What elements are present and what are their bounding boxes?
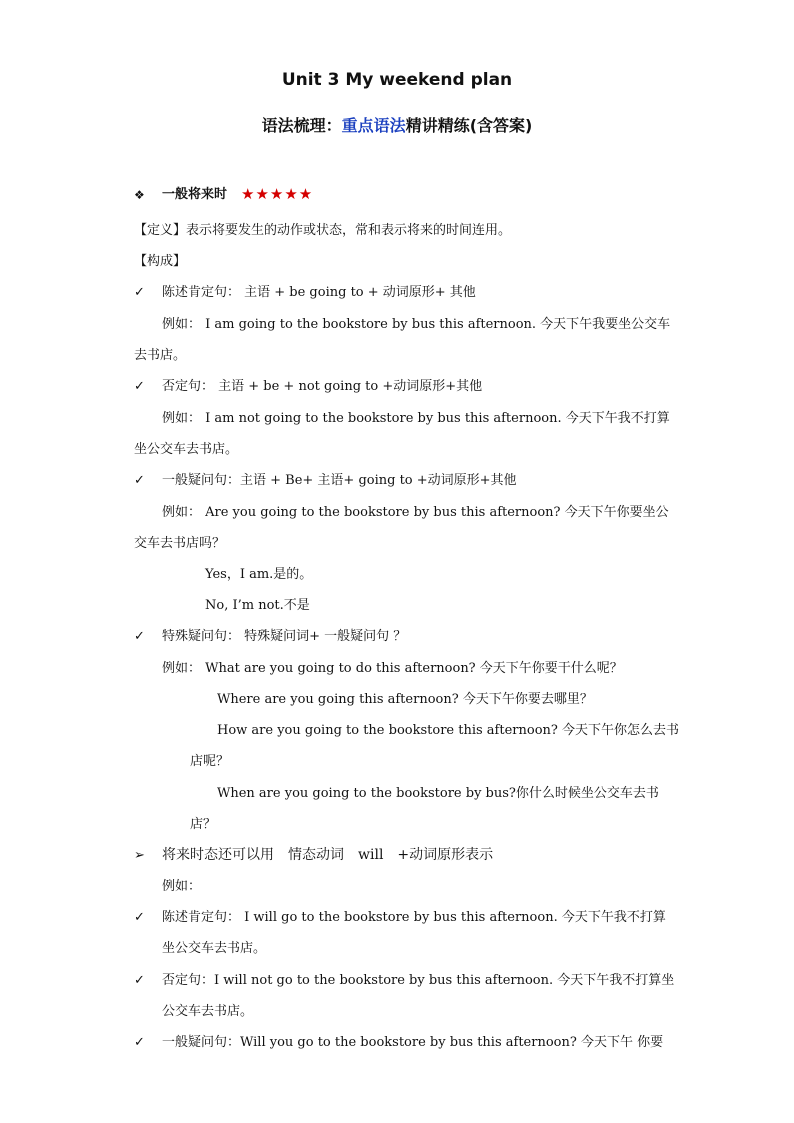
check-icon: ✓: [134, 629, 145, 644]
will-negative-cont: 公交车去书店。: [162, 1004, 254, 1019]
negative-example-cont: 坐公交车去书店。: [134, 442, 239, 457]
question-rule: 一般疑问句：主语 + Be+ 主语+ going to +动词原形+其他: [162, 473, 517, 488]
will-example-label: 例如：: [162, 879, 202, 894]
negative-rule: 否定句： 主语 + be + not going to +动词原形+其他: [162, 379, 483, 394]
rating-stars: ★★★★★: [241, 185, 314, 203]
check-icon: ✓: [134, 473, 145, 488]
special-example-3-cont: 店呢？: [190, 754, 230, 769]
affirmative-rule: 陈述肯定句： 主语 + be going to + 动词原形+ 其他: [162, 285, 476, 300]
document-subtitle: [0, 113, 794, 136]
section-heading: 一般将来时: [162, 187, 228, 202]
will-question: 一般疑问句：Will you go to the bookstore by bus this afternoon? 今天下午 你要: [162, 1035, 664, 1050]
special-example-4-cont: 店？: [190, 817, 217, 832]
check-icon: ✓: [134, 379, 145, 394]
will-negative: 否定句：I will not go to the bookstore by bus this afternoon. 今天下午我不打算坐: [162, 973, 675, 988]
negative-example: 例如： I am not going to the bookstore by bus this afternoon. 今天下午我不打算: [162, 411, 670, 426]
answer-no: No, I’m not.不是: [205, 598, 310, 613]
check-icon: ✓: [134, 1035, 145, 1050]
check-icon: ✓: [134, 285, 145, 300]
special-example-4: When are you going to the bookstore by bus?你什么时候坐公交车去书: [217, 786, 659, 801]
check-icon: ✓: [134, 973, 145, 988]
subtitle-prefix: 语法梳理：: [261, 116, 342, 135]
special-example-2: Where are you going this afternoon? 今天下午你要去哪里？: [217, 692, 593, 707]
special-example-1: 例如： What are you going to do this afternoon? 今天下午你要干什么呢？: [162, 661, 623, 676]
subtitle-highlight: 重点语法: [341, 116, 406, 135]
affirmative-example-cont: 去书店。: [134, 348, 187, 363]
check-icon: ✓: [134, 910, 145, 925]
special-rule: 特殊疑问句： 特殊疑问词+ 一般疑问句 ？: [162, 629, 407, 644]
arrow-bullet-icon: ➢: [134, 848, 145, 863]
will-affirmative-cont: 坐公交车去书店。: [162, 941, 267, 956]
subtitle-suffix: 精讲精练(含答案): [405, 116, 533, 135]
will-intro: 将来时态还可以用 情态动词 will +动词原形表示: [162, 847, 494, 863]
structure-label: 【构成】: [134, 254, 187, 269]
will-affirmative: 陈述肯定句： I will go to the bookstore by bus this afternoon. 今天下午我不打算: [162, 910, 666, 925]
diamond-bullet-icon: ❖: [134, 188, 145, 202]
question-example-cont: 交车去书店吗？: [134, 536, 226, 551]
document-title: Unit 3 My weekend plan: [281, 70, 513, 90]
affirmative-example: 例如： I am going to the bookstore by bus this afternoon. 今天下午我要坐公交车: [162, 317, 671, 332]
definition-line: 【定义】表示将要发生的动作或状态，常和表示将来的时间连用。: [134, 223, 512, 238]
answer-yes: Yes，I am.是的。: [205, 567, 313, 582]
special-example-3: How are you going to the bookstore this afternoon? 今天下午你怎么去书: [217, 723, 679, 738]
question-example: 例如： Are you going to the bookstore by bus this afternoon? 今天下午你要坐公: [162, 505, 669, 520]
